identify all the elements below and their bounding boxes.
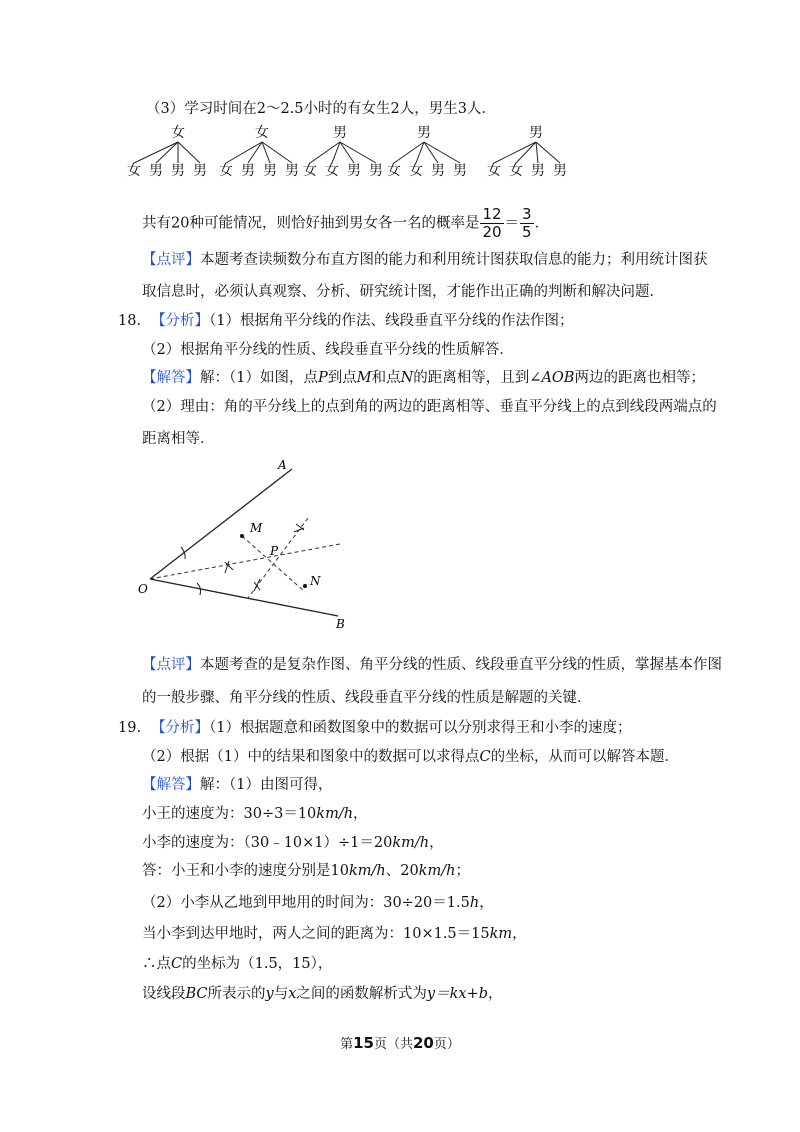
tree-root-node: 男 — [417, 125, 431, 141]
question-number: 19. — [118, 720, 142, 736]
review-tag: 【点评】 — [142, 252, 200, 268]
tree-branch — [226, 142, 262, 163]
q19-answer-line1: 【解答】解：（1）由图可得， — [142, 777, 333, 793]
prob-text: 共有20种可能情况，则恰好抽到男女各一名的概率是 — [142, 215, 480, 232]
q17-part3-text: （3）学习时间在2～2.5小时的有女生2人，男生3人． — [146, 101, 496, 117]
tree-branch — [340, 142, 354, 163]
tree-leaf-node: 女 — [409, 163, 423, 179]
label-p: P — [270, 544, 279, 558]
fraction-12-20: $\frac{12}{20}$ — [482, 205, 502, 241]
tree-branch — [134, 142, 178, 163]
q19-line-function: 设线段BC所表示的y与x之间的函数解析式为y＝kx+b， — [142, 986, 503, 1002]
ray-oa — [150, 469, 292, 579]
answer-tag: 【解答】 — [142, 370, 200, 386]
q17-review-line1: 【点评】本题考查读频数分布直方图的能力和利用统计图获取信息的能力；利用统计图获 — [142, 252, 708, 268]
q18-review-line2: 的一般步骤、角平分线的性质、线段垂直平分线的性质是解题的关键． — [142, 690, 592, 706]
tree-leaf-node: 男 — [553, 163, 567, 179]
tree-branch — [516, 142, 536, 163]
label-a: A — [278, 458, 287, 472]
point-m — [240, 534, 244, 538]
q19-line-answer: 答：小王和小李的速度分别是10km/h、20km/h； — [142, 863, 470, 879]
tree-root-node: 男 — [333, 125, 347, 141]
arc-mark — [254, 579, 260, 591]
q19-line-time: （2）小李从乙地到甲地用的时间为：30÷20＝1.5h， — [142, 895, 494, 911]
q19-line-point-c: ∴点C的坐标为（1.5，15）， — [142, 956, 333, 972]
answer-tag: 【解答】 — [142, 777, 200, 793]
tree-leaf-node: 女 — [509, 163, 523, 179]
tree-leaf-node: 男 — [241, 163, 255, 179]
page-number: 15 — [353, 1034, 374, 1052]
tree-root-node: 男 — [529, 125, 543, 141]
arc-mark — [225, 561, 233, 573]
analysis-tag: 【分析】 — [151, 720, 210, 736]
tree-branch — [156, 142, 178, 163]
q18-review-line1: 【点评】本题考查的是复杂作图、角平分线的性质、线段垂直平分线的性质，掌握基本作图 — [142, 657, 722, 673]
page-footer: 第15页（共20页） — [340, 1034, 460, 1052]
q17-probability-line: 共有20种可能情况，则恰好抽到男女各一名的概率是 $\frac{12}{20}$ ＝ $\frac{3}{5}$ ． — [142, 205, 550, 241]
tree-leaf-node: 女 — [325, 163, 339, 179]
tree-branch — [248, 142, 262, 163]
q18-answer-line3: 距离相等． — [142, 431, 215, 447]
tree-branch — [494, 142, 536, 163]
tree-root-node: 女 — [255, 125, 269, 141]
label-n: N — [310, 574, 321, 588]
tree-branch — [340, 142, 376, 163]
q18-answer-line1: 【解答】解：（1）如图，点P到点M和点N的距离相等，且到∠AOB两边的距离也相等； — [142, 370, 705, 386]
tree-branch — [536, 142, 538, 163]
tree-branch — [178, 142, 200, 163]
q19-line-distance: 当小李到达甲地时，两人之间的距离为：10×1.5＝15km， — [142, 926, 527, 942]
review-tag: 【点评】 — [142, 657, 200, 673]
tree-leaf-node: 男 — [263, 163, 277, 179]
q17-review-line2: 取信息时，必须认真观察、分析、研究统计图，才能作出正确的判断和解决问题． — [142, 284, 664, 300]
q19-analysis-line1: 19. 【分析】（1）根据题意和函数图象中的数据可以分别求得王和小李的速度； — [118, 720, 632, 736]
tree-leaf-node: 男 — [285, 163, 299, 179]
label-b: B — [336, 617, 345, 631]
tree-leaf-node: 男 — [347, 163, 361, 179]
tree-leaf-node: 男 — [453, 163, 467, 179]
tree-leaf-node: 男 — [531, 163, 545, 179]
tree-leaf-node: 女 — [127, 163, 141, 179]
label-o: O — [138, 582, 148, 596]
tree-branch — [424, 142, 460, 163]
q19-analysis-line2: （2）根据（1）中的结果和图象中的数据可以求得点C的坐标，从而可以解答本题． — [142, 749, 680, 765]
point-n — [303, 584, 307, 588]
analysis-tag: 【分析】 — [151, 313, 210, 329]
angle-construction-figure — [130, 452, 370, 637]
tree-leaf-node: 男 — [369, 163, 383, 179]
question-number: 18. — [118, 313, 142, 329]
q19-line-li-speed: 小李的速度为：（30﹣10×1）÷1＝20km/h， — [142, 835, 444, 851]
tree-root-node: 女 — [171, 125, 185, 141]
q19-line-wang-speed: 小王的速度为：30÷3＝10km/h， — [142, 806, 368, 822]
tree-leaf-node: 男 — [171, 163, 185, 179]
q18-analysis-line1: 18. 【分析】（1）根据角平分线的作法、线段垂直平分线的作法作图； — [118, 313, 574, 329]
q18-answer-line2: （2）理由：角的平分线上的点到角的两边的距离相等、垂直平分线上的点到线段两端点的 — [142, 399, 717, 415]
tree-leaf-node: 女 — [219, 163, 233, 179]
tree-leaf-node: 男 — [431, 163, 445, 179]
tree-leaf-node: 女 — [303, 163, 317, 179]
tree-leaf-node: 男 — [149, 163, 163, 179]
tree-leaf-node: 女 — [387, 163, 401, 179]
tree-leaf-node: 男 — [193, 163, 207, 179]
q18-analysis-line2: （2）根据角平分线的性质、线段垂直平分线的性质解答． — [142, 342, 514, 358]
tree-branch — [424, 142, 438, 163]
tree-leaf-node: 女 — [487, 163, 501, 179]
label-m: M — [250, 521, 263, 535]
total-pages: 20 — [413, 1034, 434, 1052]
tree-branch — [536, 142, 560, 163]
fraction-3-5: $\frac{3}{5}$ — [522, 205, 532, 241]
